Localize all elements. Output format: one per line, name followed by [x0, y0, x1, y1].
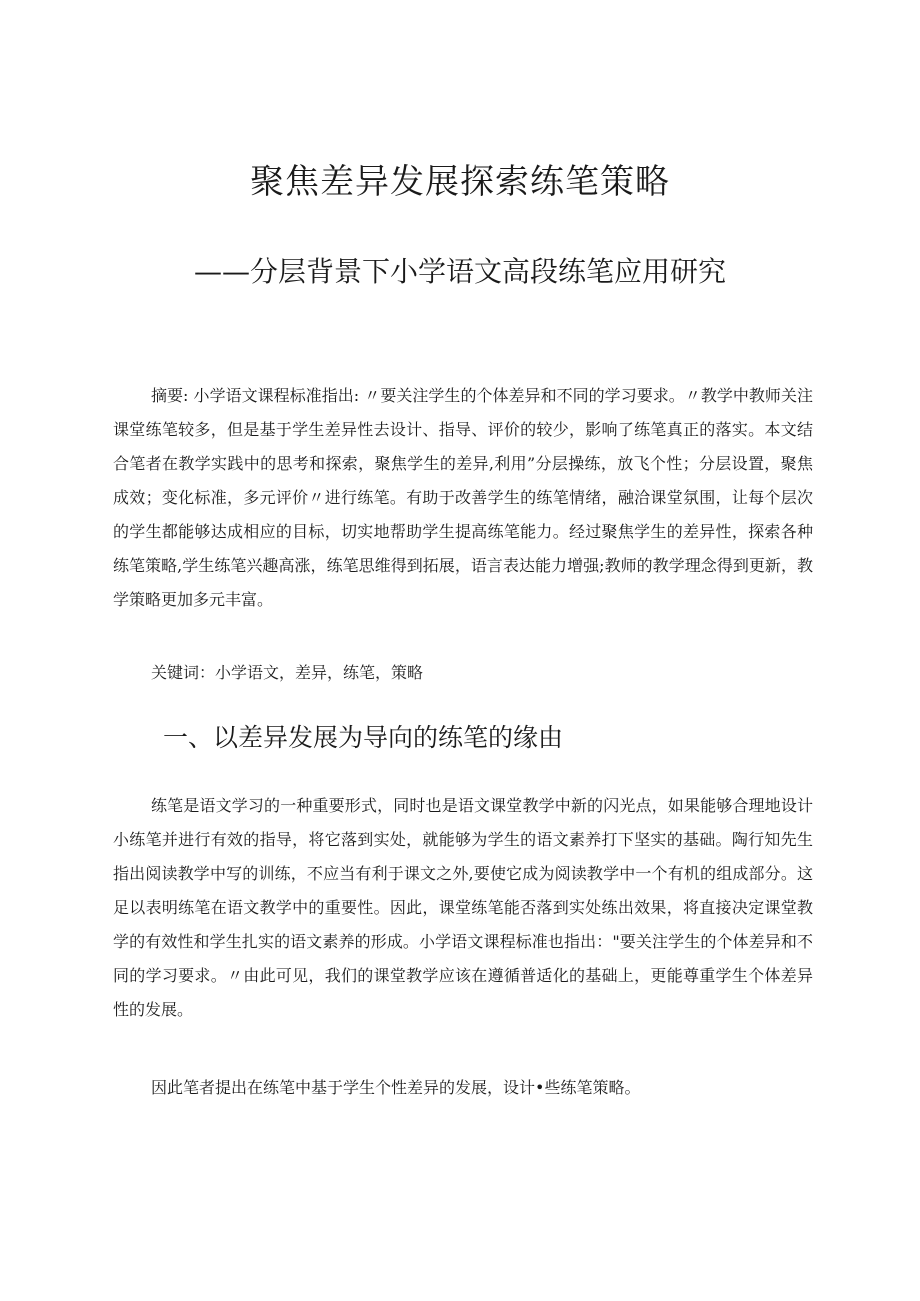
abstract-paragraph: 摘要: 小学语文课程标准指出: 〃要关注学生的个体差异和不同的学习要求。〃教学中教师关注课堂练笔较多，但是基于学生差异性去设计、指导、评价的较少，影响了练笔真正的落实。本文结合笔者在教学实践中的思考和探索，聚焦学生的差异,利用”分层操练，放飞个性；分层设置，聚焦成效；变化标准，多元评价〃进行练笔。有助于改善学生的练笔情绪，融洽课堂氛围，让每个层次的学生都能够达成相应的目标，切实地帮助学生提高练笔能力。经过聚焦学生的差异性，探索各种练笔策略,学生练笔兴趣高涨，练笔思维得到拓展，语言表达能力增强;教师的教学理念得到更新，教学策略更加多元丰富。	[113, 386, 813, 609]
body-paragraph-closing: 因此笔者提出在练笔中基于学生个性差异的发展，设计•些练笔策略。	[151, 1078, 641, 1097]
document-subtitle: ——分层背景下小学语文高段练笔应用研究	[193, 255, 726, 288]
body-paragraph: 练笔是语文学习的一种重要形式，同时也是语文课堂教学中新的闪光点，如果能够合理地设计小练笔并进行有效的指导，将它落到实处，就能够为学生的语文素养打下坚实的基础。陶行知先生指出阅读教学中写的训练，不应当有利于课文之外,要使它成为阅读教学中一个有机的组成部分。这足以表明练笔在语文教学中的重要性。因此，课堂练笔能否落到实处练出效果，将直接决定课堂教学的有效性和学生扎实的语文素养的形成。小学语文课程标准也指出："要关注学生的个体差异和不同的学习要求。〃由此可见，我们的课堂教学应该在遵循普适化的基础上，更能尊重学生个体差异性的发展。	[113, 796, 813, 1019]
section-heading: 一、以差异发展为导向的练笔的缘由	[163, 723, 564, 752]
document-title: 聚焦差异发展探索练笔策略	[250, 162, 670, 202]
keywords-line: 关键词：小学语文，差异，练笔，策略	[151, 663, 424, 682]
